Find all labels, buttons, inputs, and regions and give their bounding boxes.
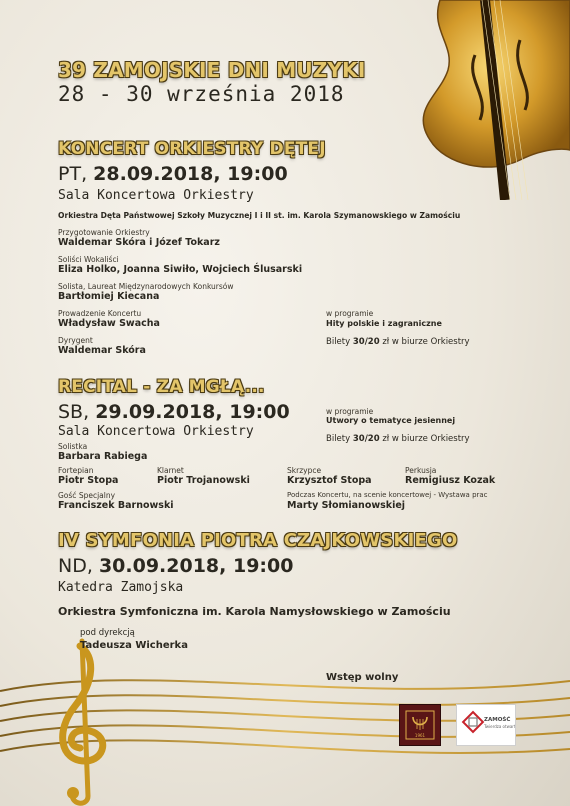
- concert2-guest-label: Gość Specjalny: [58, 491, 116, 500]
- concert1-venue: Sala Koncertowa Orkiestry: [58, 188, 254, 203]
- concert1-host-label: Prowadzenie Koncertu: [58, 309, 142, 318]
- violin-illustration: [370, 0, 570, 200]
- concert3-entry: Wstęp wolny: [326, 672, 399, 683]
- concert1-soloist-label: Solista, Laureat Międzynarodowych Konkursów: [58, 282, 234, 291]
- zamosc-star-icon: [457, 705, 515, 745]
- concert1-day: PT,: [58, 163, 94, 185]
- concert1-datetime: [58, 163, 288, 185]
- concert2-clarinet-label: Klarnet: [157, 466, 184, 475]
- concert3-title: IV SYMFONIA PIOTRA CZAJKOWSKIEGO: [58, 530, 458, 551]
- concert2-program-value: Utwory o tematyce jesiennej: [326, 416, 456, 425]
- concert2-venue: Sala Koncertowa Orkiestry: [58, 424, 254, 439]
- festival-dates: 28 - 30 września 2018: [58, 82, 345, 106]
- concert2-guest-value: Franciszek Barnowski: [58, 500, 174, 511]
- concert3-direction-label: pod dyrekcją: [80, 628, 135, 638]
- concert3-day: ND,: [58, 555, 99, 577]
- concert2-tickets: [326, 434, 470, 444]
- concert1-tickets-post: zł w biurze Orkiestry: [379, 337, 470, 347]
- concert1-program-label: w programie: [326, 309, 374, 318]
- concert3-orchestra: Orkiestra Symfoniczna im. Karola Namysłowskiego w Zamościu: [58, 605, 451, 618]
- concert3-venue: Katedra Zamojska: [58, 580, 184, 595]
- concert1-tickets-price: 30/20: [352, 337, 380, 347]
- concert2-datetime: [58, 401, 290, 423]
- concert2-day: SB,: [58, 401, 96, 423]
- concert2-tickets-price: 30/20: [352, 434, 380, 444]
- concert1-tickets: [326, 337, 470, 347]
- concert2-exhibition-value: Marty Słomianowskiej: [287, 500, 406, 511]
- concert2-percussion-label: Perkusja: [405, 466, 437, 475]
- logo2-line1: ZAMOŚĆ: [484, 717, 511, 723]
- concert1-host-value: Władysław Swacha: [58, 318, 160, 329]
- concert2-piano-value: Piotr Stopa: [58, 475, 119, 486]
- concert1-conductor-value: Waldemar Skóra: [58, 345, 146, 356]
- orchestra-logo: [399, 704, 441, 746]
- concert1-program-value: Hity polskie i zagraniczne: [326, 319, 442, 328]
- concert1-vocal-value: Eliza Holko, Joanna Siwiło, Wojciech Ślusarski: [58, 264, 303, 275]
- concert2-piano-label: Fortepian: [58, 466, 94, 475]
- concert2-clarinet-value: Piotr Trojanowski: [157, 475, 250, 486]
- treble-clef-icon: [63, 641, 103, 803]
- concert1-prep-label: Przygotowanie Orkiestry: [58, 228, 150, 237]
- concert2-soloist-value: Barbara Rabiega: [58, 451, 148, 462]
- concert2-program-label: w programie: [326, 407, 374, 416]
- concert1-conductor-label: Dyrygent: [58, 336, 93, 345]
- festival-title: 39 ZAMOJSKIE DNI MUZYKI: [58, 58, 366, 82]
- concert1-soloist-value: Bartłomiej Kiecana: [58, 291, 160, 302]
- zamosc-city-logo: [456, 704, 516, 746]
- concert2-soloist-label: Solistka: [58, 442, 88, 451]
- logo2-line2: Twierdza otwarta: [484, 724, 515, 729]
- lyre-icon: [400, 705, 440, 745]
- concert2-exhibition-label: Podczas Koncertu, na scenie koncertowej - Wystawa prac: [287, 491, 488, 499]
- concert3-datetime: [58, 555, 293, 577]
- concert1-title: KONCERT ORKIESTRY DĘTEJ: [58, 139, 326, 159]
- concert2-violin-label: Skrzypce: [287, 466, 322, 475]
- concert2-date: 29.09.2018, 19:00: [95, 401, 290, 423]
- concert1-date: 28.09.2018, 19:00: [93, 163, 288, 185]
- logo1-year: 1961: [414, 733, 426, 738]
- concert2-tickets-post: zł w biurze Orkiestry: [379, 434, 470, 444]
- concert1-vocal-label: Soliści Wokaliści: [58, 255, 119, 264]
- concert2-tickets-pre: Bilety: [326, 434, 353, 444]
- concert3-date: 30.09.2018, 19:00: [98, 555, 294, 577]
- concert2-title: RECITAL - ZA MGŁĄ...: [58, 377, 265, 397]
- concert2-percussion-value: Remigiusz Kozak: [405, 475, 496, 486]
- concert2-violin-value: Krzysztof Stopa: [287, 475, 372, 486]
- concert1-orchestra: Orkiestra Dęta Państwowej Szkoły Muzycznej I i II st. im. Karola Szymanowskiego w Zamościu: [58, 211, 461, 220]
- concert1-tickets-pre: Bilety: [326, 337, 353, 347]
- concert3-direction-value: Tadeusza Wicherka: [80, 640, 188, 651]
- concert1-prep-value: Waldemar Skóra i Józef Tokarz: [58, 237, 220, 248]
